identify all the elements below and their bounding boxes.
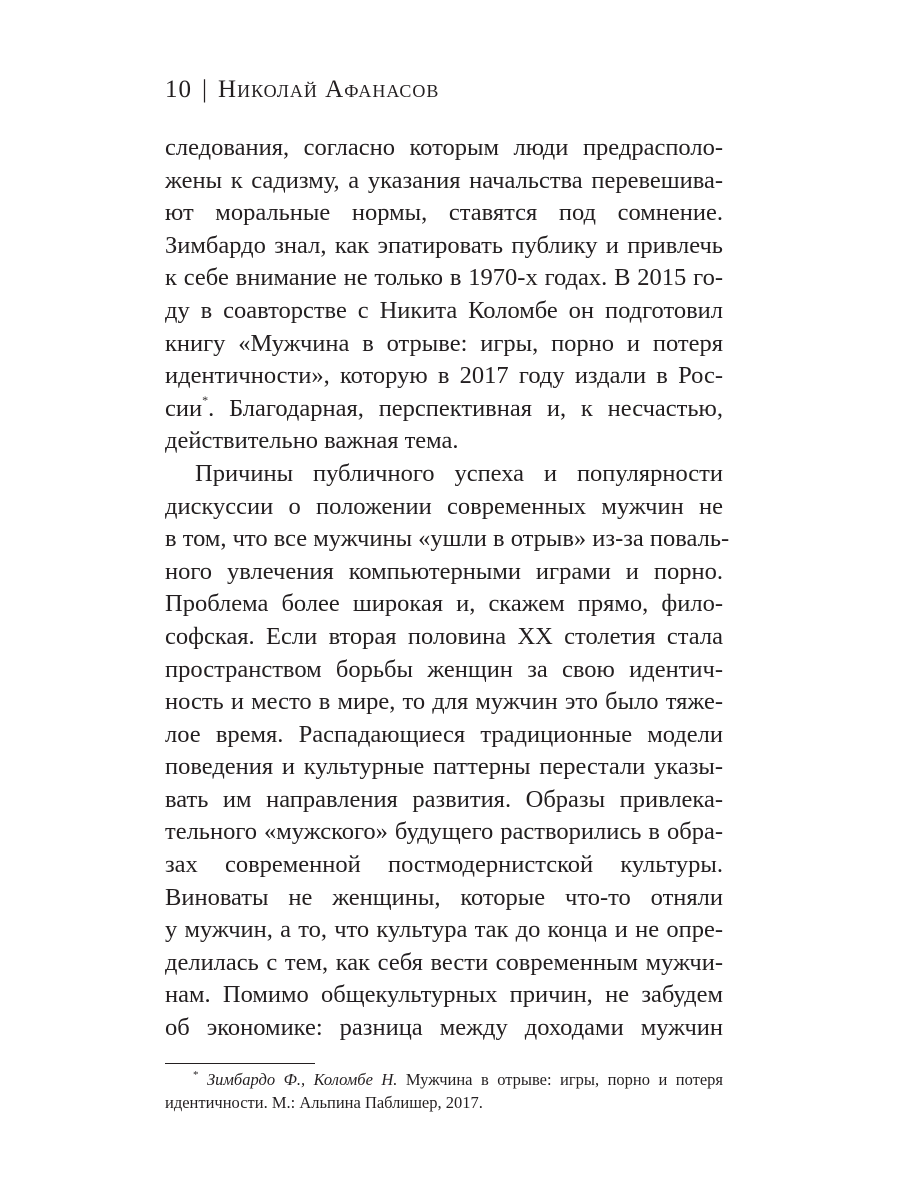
running-header	[165, 75, 439, 105]
text-line: у мужчин, а то, что культура так до конца и не опре-	[165, 916, 723, 944]
text-line: вать им направления развития. Образы привлека-	[165, 785, 723, 813]
text-line: в том, что все мужчины «ушли в отрыв» из-за поваль-	[165, 525, 730, 553]
text-line: следования, согласно которым люди предрасполо-	[165, 134, 723, 161]
footnote-reference[interactable]: *	[202, 392, 209, 407]
text-line: дискуссии о положении современных мужчин не	[165, 492, 723, 520]
text-line: лое время. Распадающиеся традиционные модели	[165, 720, 723, 748]
text-line: нам. Помимо общекультурных причин, не забудем	[165, 981, 723, 1009]
footnote-line	[165, 1068, 723, 1091]
text-line: Проблема более широкая и, скажем прямо, фило-	[165, 590, 723, 618]
text-line: Виноваты не женщины, которые что-то отняли	[165, 883, 723, 911]
text-line: жены к садизму, а указания начальства перевешива-	[165, 166, 723, 194]
text-line: тельного «мужского» будущего растворились в обра-	[165, 818, 723, 846]
text-line-with-note	[165, 393, 723, 426]
text-line: ного увлечения компьютерными играми и порно.	[165, 557, 723, 585]
text-line: зах современной постмодернистской культуры.	[165, 851, 723, 879]
footnote-line: идентичности. М.: Альпина Паблишер, 2017.	[165, 1093, 483, 1112]
text-line: ность и место в мире, то для мужчин это было тяже-	[165, 688, 723, 716]
text-line-end: . Благодарная, перспективная и, к несчастью,	[208, 394, 723, 422]
text-line: Зимбардо знал, как эпатировать публику и привлечь	[165, 231, 723, 259]
text-line: книгу «Мужчина в отрыве: игры, порно и потеря	[165, 329, 723, 357]
text-line: пространством борьбы женщин за свою идентич-	[165, 655, 723, 683]
text-line: ду в соавторстве с Никита Коломбе он подготовил	[165, 296, 723, 324]
text-line: к себе внимание не только в 1970-х годах. В 2015 го-	[165, 264, 723, 292]
footnote-authors: Зимбардо Ф., Коломбе Н.	[206, 1070, 398, 1089]
footnote-title: Мужчина в отрыве: игры, порно и потеря	[397, 1070, 724, 1089]
text-line: Причины публичного успеха и популярности	[195, 459, 723, 487]
text-line: идентичности», которую в 2017 году издали в Рос-	[165, 362, 723, 390]
footnote-marker: *	[193, 1069, 199, 1081]
footnote-divider	[165, 1063, 315, 1064]
text-line: об экономике: разница между доходами мужчин	[165, 1014, 723, 1042]
text-line: действительно важная тема.	[165, 427, 459, 455]
text-line: делилась с тем, как себя вести современным мужчи-	[165, 948, 723, 976]
footnote	[165, 1068, 723, 1114]
text-line: ют моральные нормы, ставятся под сомнение.	[165, 199, 723, 227]
text-line: софская. Если вторая половина XX столетия стала	[165, 622, 723, 650]
header-separator: |	[202, 76, 209, 103]
text-line: поведения и культурные паттерны перестали указы-	[165, 753, 723, 781]
page-number: 10	[165, 76, 192, 103]
main-text	[165, 132, 730, 1045]
header-author: Николай Афанасов	[218, 76, 440, 103]
text-line-start: сии	[165, 394, 203, 422]
